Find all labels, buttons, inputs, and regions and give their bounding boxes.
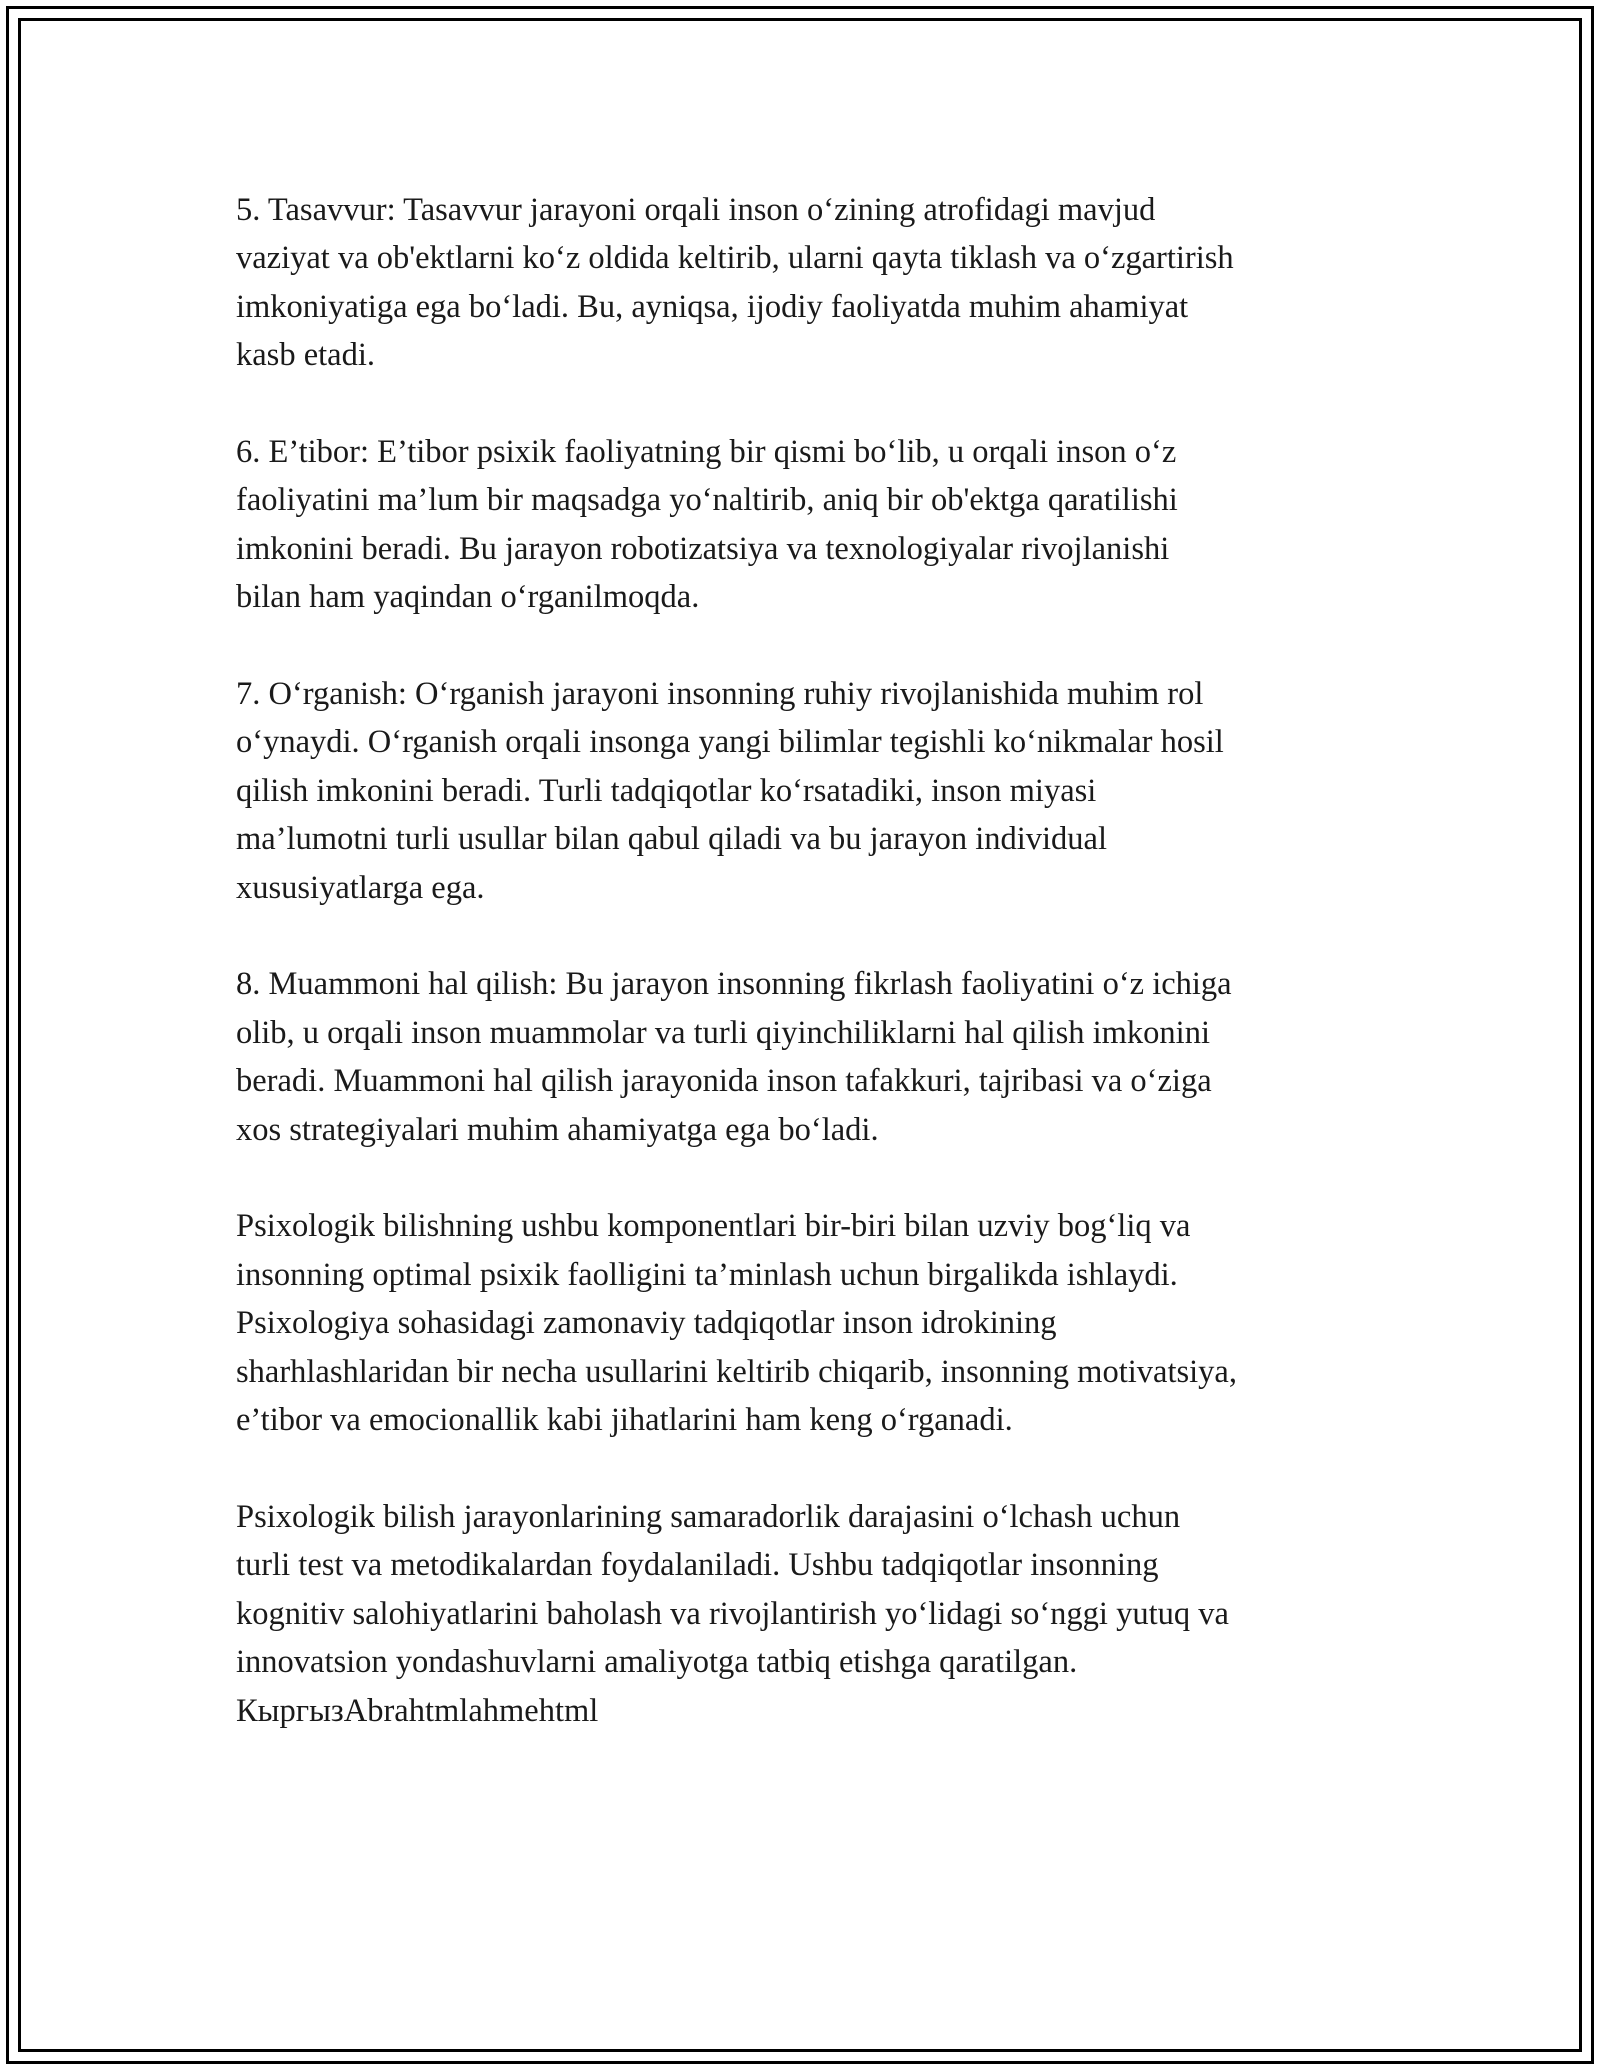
text-line: vaziyat va ob'ektlarni ko‘z oldida keltirib, ularni qayta tiklash va o‘zgartirish xyxy=(236,240,1234,277)
text-line: sharhlashlaridan bir necha usullarini keltirib chiqarib, insonning motivatsiya, xyxy=(236,1353,1237,1390)
text-line: faoliyatini ma’lum bir maqsadga yo‘naltirib, aniq bir ob'ektga qaratilishi xyxy=(236,482,1178,519)
text-line: kognitiv salohiyatlarini baholash va rivojlantirish yo‘lidagi so‘nggi yutuq va xyxy=(236,1595,1229,1632)
text-line: 5. Tasavvur: Tasavvur jarayoni orqali inson o‘zining atrofidagi mavjud xyxy=(236,192,1156,228)
text-line: imkonini beradi. Bu jarayon robotizatsiya va texnologiyalar rivojlanishi xyxy=(236,530,1170,567)
text-line: Psixologiya sohasidagi zamonaviy tadqiqotlar inson idrokining xyxy=(236,1305,1057,1342)
paragraph-organish xyxy=(236,670,1376,912)
text-line: e’tibor va emocionallik kabi jihatlarini ham keng o‘rganadi. xyxy=(236,1402,1013,1439)
text-line: Psixologik bilish jarayonlarining samaradorlik darajasini o‘lchash uchun xyxy=(236,1498,1181,1535)
text-line: bilan ham yaqindan o‘rganilmoqda. xyxy=(236,579,700,616)
paragraph-muammoni-hal-qilish xyxy=(236,960,1376,1154)
paragraph-samaradorlik xyxy=(236,1493,1376,1735)
text-line: turli test va metodikalardan foydalaniladi. Ushbu tadqiqotlar insonning xyxy=(236,1547,1159,1584)
document-body xyxy=(236,186,1376,1735)
text-line: xususiyatlarga ega. xyxy=(236,869,485,906)
text-line: qilish imkonini beradi. Turli tadqiqotlar ko‘rsatadiki, inson miyasi xyxy=(236,772,1097,809)
text-line: xos strategiyalari muhim ahamiyatga ega bo‘ladi. xyxy=(236,1111,879,1148)
paragraph-komponentlar xyxy=(236,1202,1376,1444)
paragraph-etibor xyxy=(236,428,1376,622)
text-line: ma’lumotni turli usullar bilan qabul qiladi va bu jarayon individual xyxy=(236,821,1108,858)
text-line: КыргызAbrahtmlahmehtml xyxy=(236,1692,599,1729)
text-line: imkoniyatiga ega bo‘ladi. Bu, ayniqsa, ijodiy faoliyatda muhim ahamiyat xyxy=(236,288,1189,325)
text-line: kasb etadi. xyxy=(236,337,375,374)
text-line: 7. O‘rganish: O‘rganish jarayoni insonning ruhiy rivojlanishida muhim rol xyxy=(236,676,1204,713)
text-line: beradi. Muammoni hal qilish jarayonida inson tafakkuri, tajribasi va o‘ziga xyxy=(236,1063,1212,1100)
text-line: Psixologik bilishning ushbu komponentlari bir-biri bilan uzviy bog‘liq va xyxy=(236,1208,1191,1245)
text-line: o‘ynaydi. O‘rganish orqali insonga yangi bilimlar tegishli ko‘nikmalar hosil xyxy=(236,724,1224,761)
text-line: 6. E’tibor: E’tibor psixik faoliyatning bir qismi bo‘lib, u orqali inson o‘z xyxy=(236,434,1177,471)
text-line: 8. Muammoni hal qilish: Bu jarayon insonning fikrlash faoliyatini o‘z ichiga xyxy=(236,966,1232,1003)
text-line: olib, u orqali inson muammolar va turli qiyinchiliklarni hal qilish imkonini xyxy=(236,1014,1210,1051)
text-line: innovatsion yondashuvlarni amaliyotga tatbiq etishga qaratilgan. xyxy=(236,1644,1078,1681)
text-line: insonning optimal psixik faolligini ta’minlash uchun birgalikda ishlaydi. xyxy=(236,1256,1178,1293)
paragraph-tasavvur xyxy=(236,186,1376,380)
